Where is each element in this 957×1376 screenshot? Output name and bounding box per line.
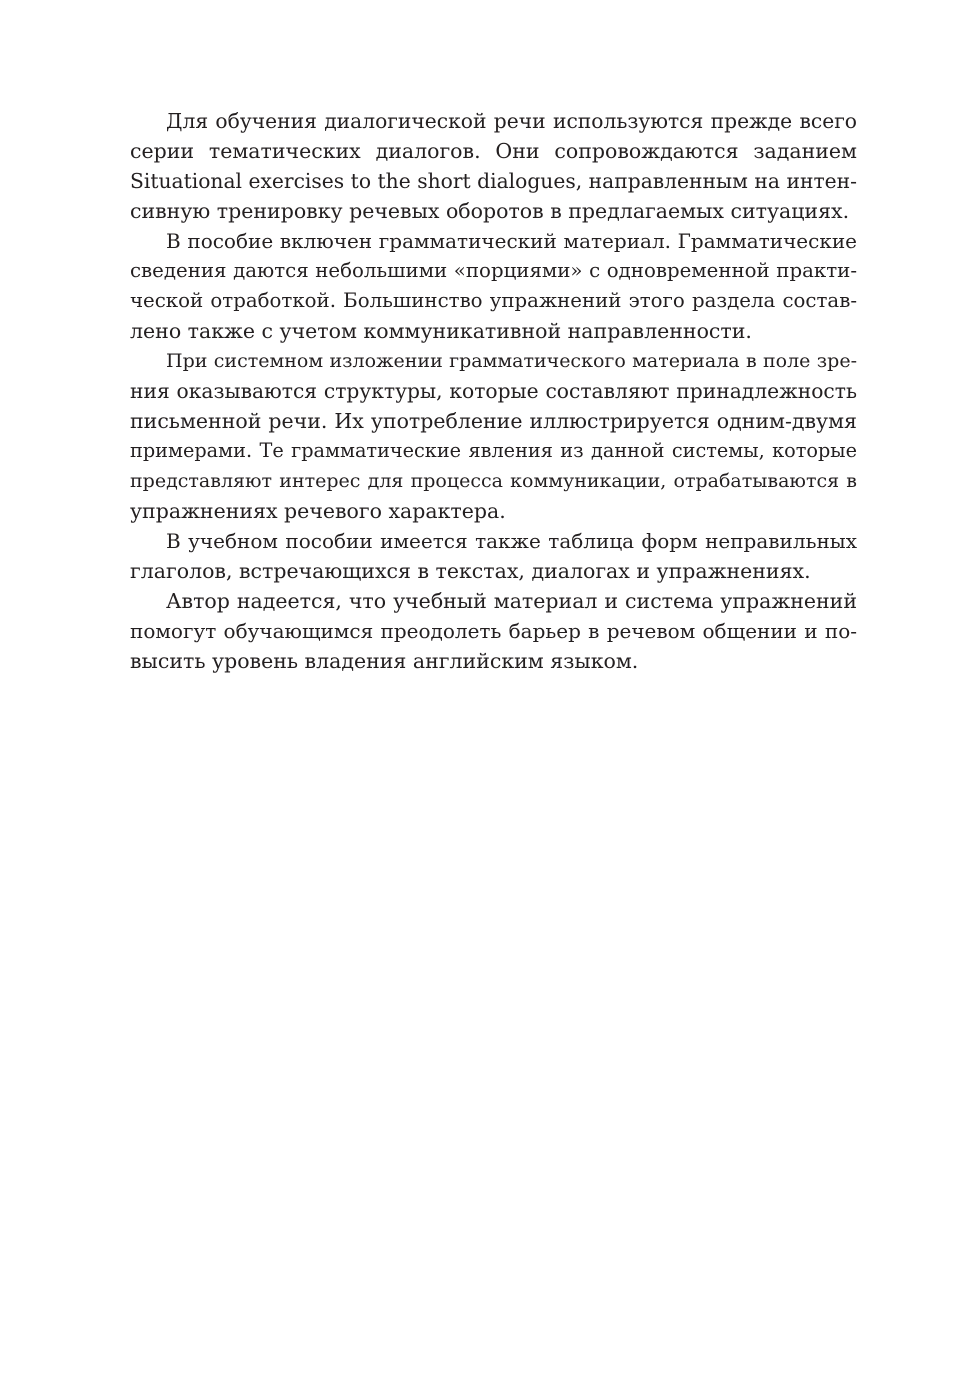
paragraph-line: Автор надеется, что учебный материал и система упражнений [166, 589, 857, 613]
paragraph-1 [130, 106, 857, 226]
paragraph-line: сведения даются небольшими «порциями» с одновременной практи- [130, 259, 857, 282]
paragraph-line: В пособие включен грамматический материал. Грамматические [166, 229, 857, 253]
paragraph-2 [130, 226, 857, 346]
paragraph-line: глаголов, встречающихся в текстах, диалогах и упражнениях. [130, 559, 811, 583]
paragraph-line: Для обучения диалогической речи используются прежде всего [166, 109, 857, 133]
paragraph-line: высить уровень владения английским языком. [130, 649, 639, 673]
paragraph-line: помогут обучающимся преодолеть барьер в речевом общении и по- [130, 619, 857, 643]
paragraph-line: представляют интерес для процесса коммуникации, отрабатываются в [130, 470, 857, 492]
paragraph-line: ческой отработкой. Большинство упражнений этого раздела состав- [130, 289, 857, 312]
paragraph-line: лено также с учетом коммуникативной направленности. [130, 319, 752, 343]
paragraph-line: письменной речи. Их употребление иллюстрируется одним-двумя [130, 409, 857, 433]
paragraph-line: При системном изложении грамматического материала в поле зре- [166, 350, 857, 372]
paragraph-line: В учебном пособии имеется также таблица форм неправильных [166, 529, 857, 553]
paragraph-line: сивную тренировку речевых оборотов в предлагаемых ситуациях. [130, 199, 850, 223]
paragraph-3 [130, 346, 857, 526]
body-text [130, 106, 857, 676]
paragraph-line: Situational exercises to the short dialogues, направленным на интен- [130, 169, 857, 193]
paragraph-4 [130, 526, 857, 586]
paragraph-line: примерами. Те грамматические явления из данной системы, которые [130, 439, 857, 462]
paragraph-line: ния оказываются структуры, которые составляют принадлежность [130, 379, 857, 403]
paragraph-line: упражнениях речевого характера. [130, 499, 506, 523]
paragraph-5 [130, 586, 857, 676]
paragraph-line: серии тематических диалогов. Они сопровождаются заданием [130, 139, 857, 163]
